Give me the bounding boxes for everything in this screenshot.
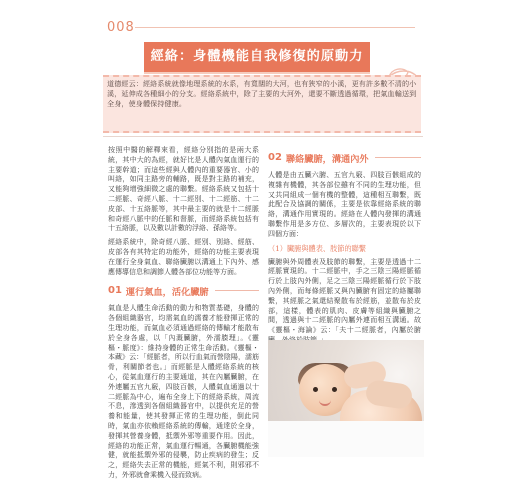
towel [268, 421, 424, 457]
section-number: 02 [268, 152, 282, 163]
section-heading-01 [108, 283, 259, 298]
right-paragraph-2: 臟腑與外周體表及肢節的聯繫，主要是透過十二經脈實現的。十二經脈中，手之三陰三陽經脈循行於上肢內外側，足之三陰三陽經脈循行於下肢內外側，而每條經脈又與內臟腑有固定的絡屬聯繫，其經脈之氣還結聚散布於經筋，並散布於皮部，這樣，體表的肌肉、皮膚等組織與臟腑之間，透過與十二經脈的內屬外連而相互溝通。故《靈樞・海論》云：「夫十二經脈者，內屬於腑 [268, 257, 421, 335]
section-line [215, 290, 259, 291]
left-paragraph-2: 經絡系統中，除奇經八脈、經別、別絡、經筋、皮部各有其特定的功能外，經絡的功能主要表現在運行全身氣血、聯絡臟腑以溝通上下內外、感應傳導信息和調節人體各部位功能等方面。 [108, 238, 259, 276]
baby-photo [268, 340, 424, 457]
section-title: 運行氣血，活化臟腑 [125, 286, 209, 298]
left-paragraph-3: 氣血是人體生命活動的動力和物質基礎，身體的各個組織器官，均需氣血的濡養才能發揮正常的生理功能，而氣血必須通過經絡的傳輸才能散布於全身各處，以「內溉臟腑，外濡腠理」。《靈樞・脈度》：維持身體的正常生命活動。《靈樞・本藏》云：「經脈者，所以行血氣而營陰陽，濡筋骨，利關節者也。」而經脈是人體經絡系統的核心，從氣血運行的主要通道，其在內屬臟腑，在外連屬五官九竅，四肢百骸，人體氣血通過以十二經脈為中心，遍布全身上下的經絡系統，周流不息，滲透到各個組織器官中，以提供充足的營養和能量，使其發揮正常的生理功能，倒此同時，氣血亦依賴經絡系統的傳輸，通達於全身，發揮其營養身體，抵禦外邪等重要作用。因此，經絡的功能正常，氣血運行暢通，各臟腑機能強健，就能抵禦外邪的侵襲，防止疾病的發生；反之，經絡失去正常的機能，經氣不利，則邪邪不力，外邪就會乘機入侵而致病。 [108, 304, 259, 479]
right-paragraph-1: 人體是由五臟六腑、五官九竅、四肢百骸組成的複雜有機體，其各部位雖有不同的生理功能，但又共同組成一個有機的整體，這種相互聯繫，既此配合及協調的關係，主要是依靠經絡系統的聯絡，溝通作用實現的。經絡在人體內發揮的溝通聯繫作用是多方位、多層次的，主要表現於以下四個方面： [268, 171, 421, 238]
section-number: 01 [108, 285, 122, 297]
intro-text: 道德經云：經絡系統就像地理系統的水系，有寬闊的大河，也有狹窄的小溪，更有許多數不清的小溪，延伸成各種細小的分支。經絡系統中，除了主要的大河外，還要不斷透過循環，把氣血輸送到全身，使身體保持健康。 [107, 79, 417, 108]
section-title: 聯絡臟腑，溝通內外 [285, 153, 369, 165]
left-paragraph-1: 按照中醫的解釋來看，經絡分別指的是兩大系統，其中大的為經，就好比是人體內氣血運行的主要幹道；而這些經與人體內的重要器官、小的叫絡，如同主路旁的輔路，既是對主路的補充，又能夠增強細微之處的聯繫。經絡系統又包括十二經脈、奇經八脈、十二經別、十二經筋、十二皮部、十五絡脈等，其中最主要的就是十二經脈和奇經八脈中的任脈和督脈，而經絡系統包括有十五絡脈，以及數以計數的浮絡、孫絡等。 [108, 146, 259, 233]
right-column [268, 144, 421, 350]
subheading-1: （1）臟腑與體表、肢節的聯繫 [268, 243, 367, 253]
baby-eye [332, 387, 337, 392]
left-column [108, 146, 259, 485]
page-number: 008 [107, 20, 135, 35]
chapter-title [144, 42, 370, 72]
baby-eye [313, 387, 318, 392]
section-heading-02 [268, 150, 421, 165]
divider [103, 136, 423, 137]
chapter-title-text: 經絡：身體機能自我修復的原動力 [150, 49, 364, 64]
top-rule [135, 27, 415, 28]
section-line [375, 157, 421, 158]
